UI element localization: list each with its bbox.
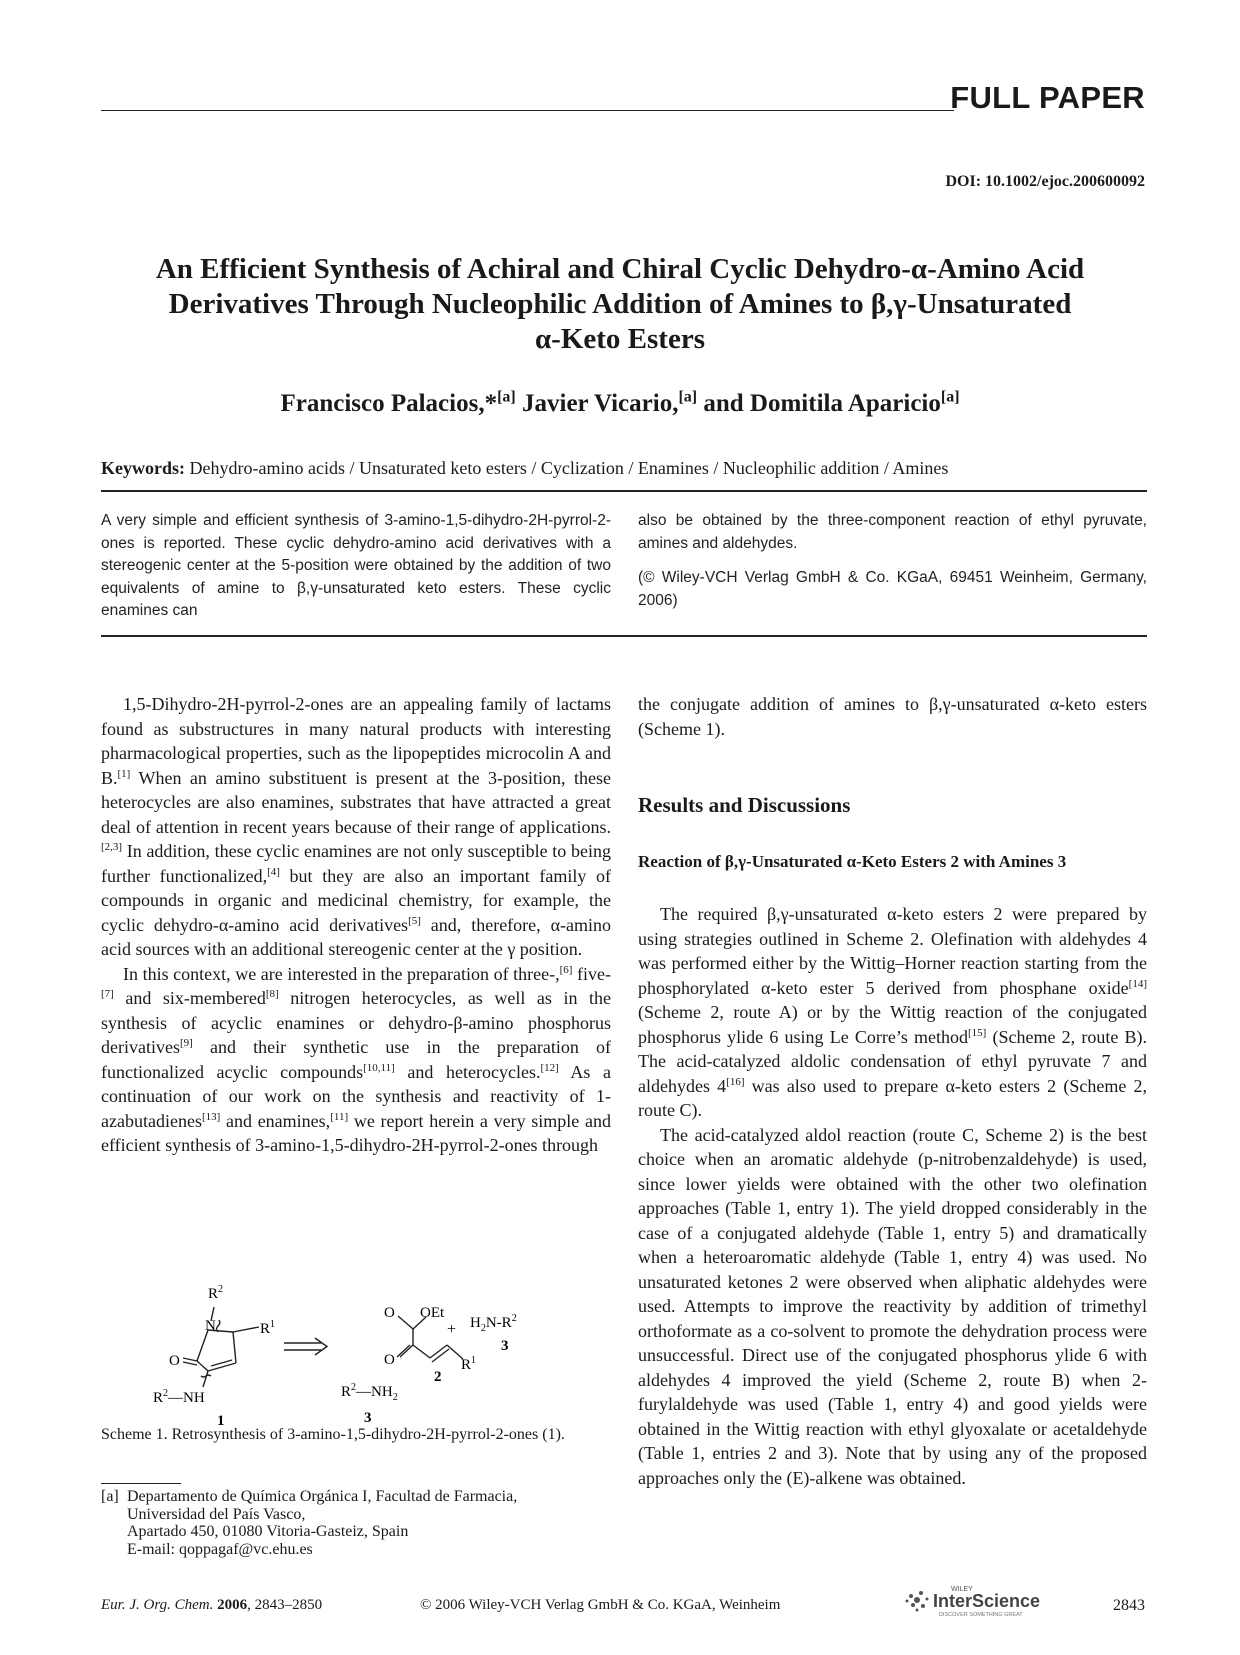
scheme-h2nr2-label: $H_2N-R^2$ [470,1313,517,1334]
header-rule [101,110,954,111]
compound-3-label-bottom: 3 [364,1410,372,1426]
title-line: Derivatives Through Nucleophilic Addition of Amines to β,γ-Unsaturated [168,288,1072,320]
abstract-text-cont: also be obtained by the three-component reaction of ethyl pyruvate, amines and aldehydes. [638,512,1147,552]
scheme-r1-label: $R^1$ [260,1319,276,1337]
title-line: An Efficient Synthesis of Achiral and Chiral Cyclic Dehydro-α-Amino Acid [155,253,1085,285]
scheme-oet-label: OEt [420,1305,445,1321]
scheme-o-label-3: O [384,1352,395,1368]
scheme-o-label-2: O [384,1305,395,1321]
scheme-plus: + [447,1321,457,1338]
keywords-label: Keywords: [101,458,185,478]
interscience-logo-graphic [903,1582,1073,1618]
svg-text:WILEY: WILEY [951,1586,973,1593]
abstract-copyright: (© Wiley-VCH Verlag GmbH & Co. KGaA, 69451 Weinheim, Germany, 2006) [638,569,1147,609]
body-right-column [638,692,1147,1490]
body-paragraph: In this context, we are interested in the preparation of three-,[6] five-[7] and six-membered[8] nitrogen heterocycles, as well as in the synthesis of acyclic enamines or dehydro-β-amino phosphorus derivatives[9] and their synthetic use in the preparation of functionalized acyclic compounds[10,11] and heterocycles.[12] As a continuation of our work on the synthesis and reactivity of 1-azabutadienes[13] and enamines,[11] we report herein a very simple and efficient synthesis of 3-amino-1,5-dihydro-2H-pyrrol-2-ones through [101,963,612,1155]
footnote-line: Universidad del País Vasco, [127,1505,306,1523]
scheme-n-label: N [205,1318,216,1334]
affiliation-mark: [a] [497,388,516,406]
author-palacios: Francisco Palacios,* [280,390,498,417]
abstract-top-rule [101,490,1147,492]
abstract-left [101,510,611,623]
footnote-rule [101,1483,181,1484]
scheme-r2-label: $R^2$ [208,1284,224,1302]
keywords-text: Dehydro-amino acids / Unsaturated keto esters / Cyclization / Enamines / Nucleophilic addition / Amines [185,458,949,478]
svg-text:DISCOVER SOMETHING GREAT: DISCOVER SOMETHING GREAT [939,1612,1023,1618]
scheme-r1-label-2: $R^1$ [461,1355,477,1373]
footer-citation: Eur. J. Org. Chem. 2006, 2843–2850 [101,1597,323,1613]
section-tag: FULL PAPER [950,80,1145,115]
authors [95,390,1145,418]
body-paragraph: 1,5-Dihydro-2H-pyrrol-2-ones are an appealing family of lactams found as substructures in many natural products with interesting pharmacological properties, such as the lipopeptides microcolin A and B.[1] When an amino substituent is present at the 3-position, these heterocycles are also enamines, substrates that have attracted a great deal of attention in recent years because of their range of applications.[2,3] In addition, these cyclic enamines are not only susceptible to being further functionalized,[4] but they are also an important family of compounds in organic and medicinal chemistry, for example, the cyclic dehydro-α-amino acid derivatives[5] and, therefore, α-amino acid sources with an additional stereogenic center at the γ position. [101,694,611,959]
doi: DOI: 10.1002/ejoc.200600092 [945,173,1145,190]
body-left-column [101,692,611,1158]
scheme-1-drawing [101,1262,611,1427]
scheme-r2nh2-label: $R^2—NH_2$ [341,1382,398,1403]
scheme-1 [101,1262,611,1427]
abstract-text: A very simple and efficient synthesis of 3-amino-1,5-dihydro-2H-pyrrol-2-ones is reported. These cyclic dehydro-amino acid derivatives with a stereogenic center at the 5-position were obtained by the addition of two equivalents of amine to β,γ-unsaturated keto esters. These cyclic enamines can [101,512,611,619]
svg-text:InterScience: InterScience [933,1591,1041,1611]
footnote-line: Departamento de Química Orgánica I, Facultad de Farmacia, [127,1488,518,1505]
keywords [101,458,948,479]
affiliation-mark: [a] [940,388,960,406]
body-paragraph: The acid-catalyzed aldol reaction (route C, Scheme 2) is the best choice when an aromatic aldehyde (p-nitrobenzaldehyde) is used, since lower yields were obtained with the other two olefination approaches (Table 1, entry 1). The yield dropped considerably in the case of a conjugated aldehyde (Table 1, entry 5) and dramatically when a heteroaromatic aldehyde (Table 1, entry 4) was used. No unsaturated ketones 2 were observed when aliphatic aldehydes were used. Attempts to improve the reactivity by addition of trimethyl orthoformate as a co-solvent to promote the dehydration process were unsuccessful. Direct use of the conjugated phosphorus ylide 6 with aldehydes 4 improved the yield (Scheme 2, route B) when 2-furylaldehyde was used (Table 1, entry 4) and good yields were obtained in the Wittig reaction with ethyl glyoxalate or acetaldehyde (Table 1, entries 2 and 3). Note that by using any of the proposed approaches only the (E)-alkene was obtained. [638,1124,1147,1488]
section-heading: Results and Discussions [638,793,851,817]
title-line: α-Keto Esters [535,323,705,355]
affiliation-footnote [101,1488,611,1558]
footnote-line: Apartado 450, 01080 Vitoria-Gasteiz, Spain [127,1523,409,1540]
affiliation-mark: [a] [678,388,698,406]
compound-2-label: 2 [434,1369,442,1385]
footer-copyright: © 2006 Wiley-VCH Verlag GmbH & Co. KGaA, Weinheim [420,1597,781,1613]
scheme-o-label: O [169,1353,180,1369]
abstract-bottom-rule [101,635,1147,637]
compound-3-label-top: 3 [501,1338,509,1354]
scheme-1-caption: Scheme 1. Retrosynthesis of 3-amino-1,5-dihydro-2H-pyrrol-2-ones (1). [101,1426,565,1443]
abstract-right [638,510,1147,612]
subsection-heading: Reaction of β,γ-Unsaturated α-Keto Esters 2 with Amines 3 [638,851,1067,871]
compound-1-label: 1 [217,1413,225,1427]
footnote-mark: [a] [101,1488,119,1505]
author-aparicio: and Domitila Aparicio [697,390,941,417]
interscience-logo [903,1582,1073,1618]
body-paragraph: the conjugate addition of amines to β,γ-unsaturated α-keto esters (Scheme 1). [638,694,1147,739]
author-vicario: Javier Vicario, [515,390,679,417]
paper-title [95,252,1145,357]
scheme-r2nh-label: $R^2—NH$ [153,1388,205,1406]
page-number: 2843 [1113,1597,1145,1614]
body-paragraph: The required β,γ-unsaturated α-keto esters 2 were prepared by using strategies outlined in Scheme 2. Olefination with aldehydes 4 was performed either by the Wittig–Horner reaction starting from the phosphorylated α-keto ester 5 derived from phosphane oxide[14] (Scheme 2, route A) or by the Wittig reaction of the conjugated phosphorus ylide 6 using Le Corre’s method[15] (Scheme 2, route B). The acid-catalyzed aldolic condensation of ethyl pyruvate 7 and aldehydes 4[16] was also used to prepare α-keto esters 2 (Scheme 2, route C). [638,904,1148,1120]
footnote-email: E-mail: qoppagaf@vc.ehu.es [127,1540,313,1558]
